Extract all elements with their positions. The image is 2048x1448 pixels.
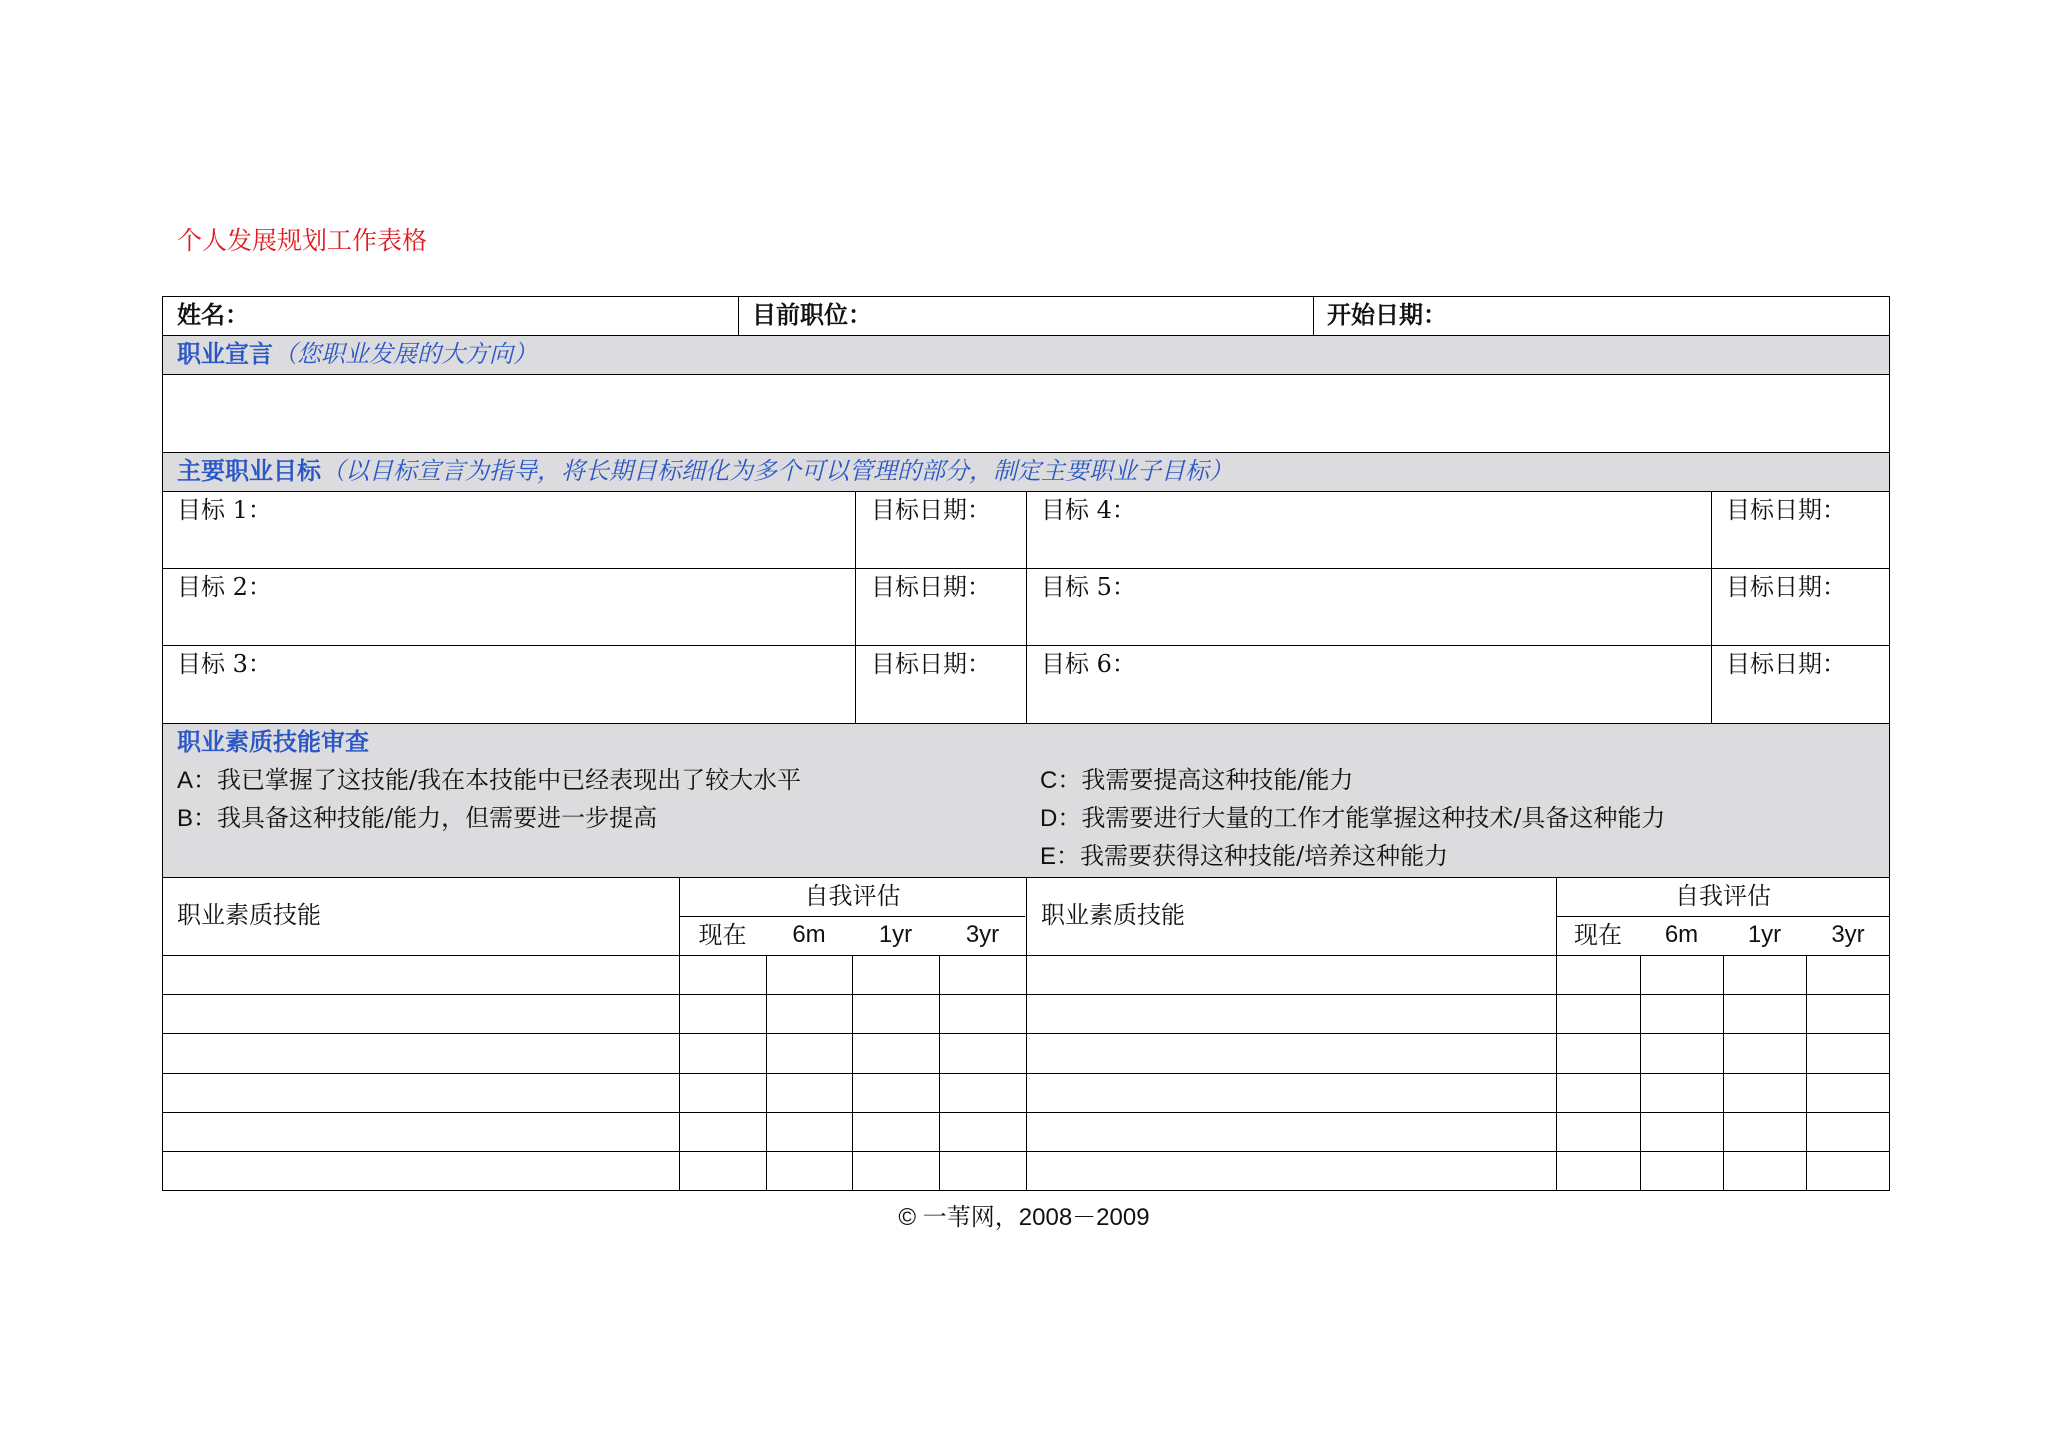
divider-line xyxy=(1026,491,1027,724)
divider-line xyxy=(939,955,940,1191)
legend-item-a xyxy=(177,768,801,793)
divider-line xyxy=(162,452,1890,453)
divider-line xyxy=(162,335,1890,336)
divider-line xyxy=(766,955,767,1191)
goal-6-date-label[interactable]: 目标日期： xyxy=(1726,650,1846,678)
divider-line xyxy=(852,955,853,1191)
legend-text-a: 我已掌握了这技能/我在本技能中已经表现出了较大水平 xyxy=(217,766,802,794)
goal-1-date-label[interactable]: 目标日期： xyxy=(871,496,991,524)
goal-4-label[interactable]: 目标 4： xyxy=(1041,496,1136,524)
career-statement-hint: （您职业发展的大方向） xyxy=(273,340,537,368)
legend-item-d xyxy=(1040,806,1665,831)
period-3yr-left: 3yr xyxy=(965,921,1000,948)
goal-3-label[interactable]: 目标 3： xyxy=(177,650,272,678)
legend-code-c: C： xyxy=(1040,767,1082,794)
goal-1-label[interactable]: 目标 1： xyxy=(177,496,272,524)
goal-3-date-label[interactable]: 目标日期： xyxy=(871,650,991,678)
skills-review-heading: 职业素质技能审查 xyxy=(177,727,369,756)
legend-text-d: 我需要进行大量的工作才能掌握这种技术/具备这种能力 xyxy=(1081,804,1666,832)
divider-line xyxy=(1026,877,1027,1191)
position-field-label[interactable]: 目前职位： xyxy=(752,300,872,329)
copyright-footer: © 一苇网，2008－2009 xyxy=(898,1204,1150,1231)
period-6m-left: 6m xyxy=(792,921,826,948)
legend-code-e: E： xyxy=(1040,843,1081,870)
divider-line xyxy=(679,916,1025,917)
period-1yr-left: 1yr xyxy=(878,921,913,948)
name-field-label[interactable]: 姓名： xyxy=(177,300,249,329)
period-1yr-right: 1yr xyxy=(1747,921,1782,948)
divider-line xyxy=(738,296,739,336)
goal-5-date-label[interactable]: 目标日期： xyxy=(1726,573,1846,601)
legend-code-d: D： xyxy=(1040,805,1082,832)
goal-2-label[interactable]: 目标 2： xyxy=(177,573,272,601)
divider-line xyxy=(1711,491,1712,724)
career-statement-label: 职业宣言 xyxy=(177,339,273,368)
goals-section-label: 主要职业目标 xyxy=(177,456,321,485)
divider-line xyxy=(1806,955,1807,1191)
skill-column-header-right: 职业素质技能 xyxy=(1041,901,1185,929)
period-6m-right: 6m xyxy=(1664,921,1699,948)
goal-5-label[interactable]: 目标 5： xyxy=(1041,573,1136,601)
goal-2-date-label[interactable]: 目标日期： xyxy=(871,573,991,601)
legend-text-c: 我需要提高这种技能/能力 xyxy=(1081,766,1354,794)
divider-line xyxy=(1723,955,1724,1191)
period-now-left: 现在 xyxy=(698,921,747,949)
legend-item-e xyxy=(1040,844,1448,869)
career-statement-heading xyxy=(177,339,537,368)
goal-4-date-label[interactable]: 目标日期： xyxy=(1726,496,1846,524)
legend-item-b xyxy=(177,806,657,831)
self-eval-header-right: 自我评估 xyxy=(1675,882,1771,910)
legend-item-c xyxy=(1040,768,1353,793)
divider-line xyxy=(855,491,856,724)
career-statement-input-area[interactable] xyxy=(163,375,1889,452)
legend-code-a: A： xyxy=(177,767,218,794)
self-eval-header-left: 自我评估 xyxy=(804,882,901,910)
legend-code-b: B： xyxy=(177,805,218,832)
period-now-right: 现在 xyxy=(1574,921,1622,949)
goals-section-hint: （以目标宣言为指导，将长期目标细化为多个可以管理的部分，制定主要职业子目标） xyxy=(321,457,1233,485)
form-title: 个人发展规划工作表格 xyxy=(177,226,428,255)
divider-line xyxy=(1640,955,1641,1191)
skill-column-header-left: 职业素质技能 xyxy=(177,901,321,929)
goal-6-label[interactable]: 目标 6： xyxy=(1041,650,1136,678)
divider-line xyxy=(1313,296,1314,336)
goals-section-heading xyxy=(177,456,1233,485)
start-date-field-label[interactable]: 开始日期： xyxy=(1327,300,1447,329)
legend-text-e: 我需要获得这种技能/培养这种能力 xyxy=(1080,842,1449,870)
divider-line xyxy=(1556,916,1890,917)
period-3yr-right: 3yr xyxy=(1831,921,1865,948)
legend-text-b: 我具备这种技能/能力，但需要进一步提高 xyxy=(217,804,658,832)
